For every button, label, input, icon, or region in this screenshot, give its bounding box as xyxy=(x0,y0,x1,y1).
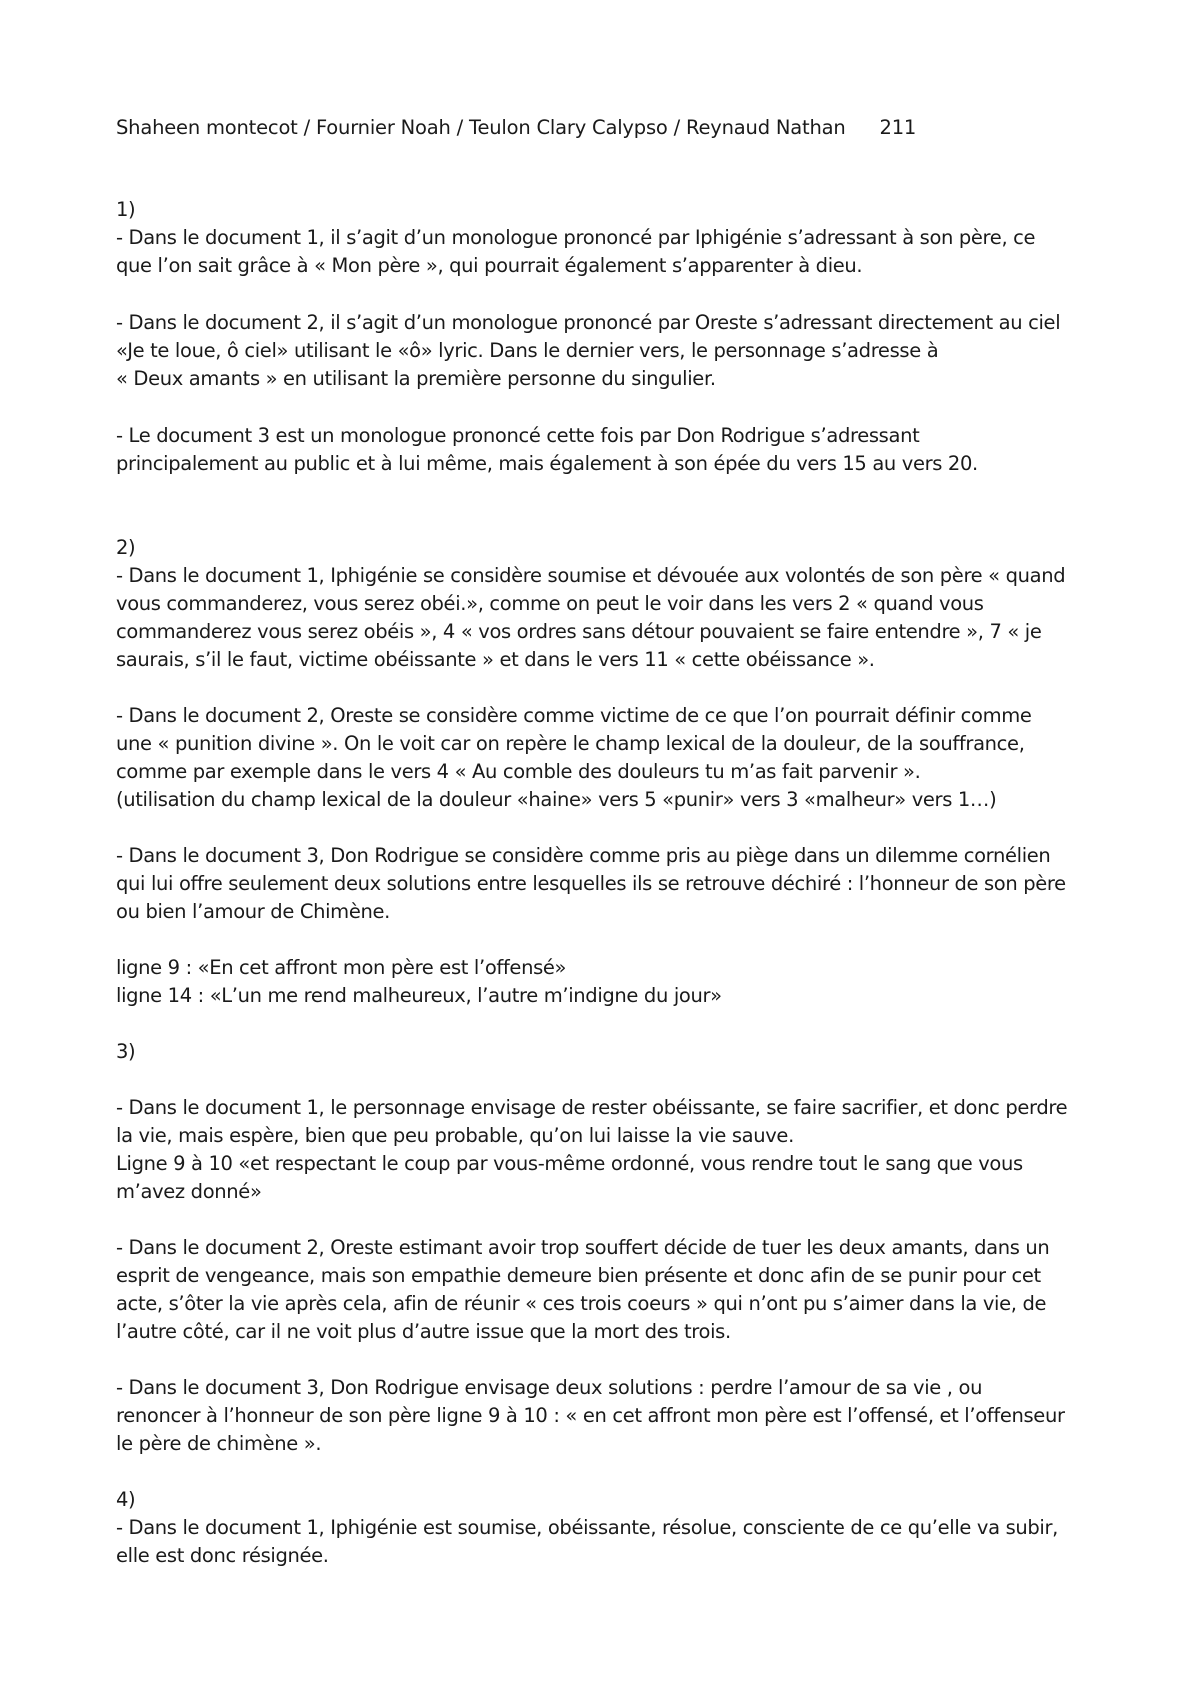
text-line: «Je te loue, ô ciel» utilisant le «ô» lyric. Dans le dernier vers, le personnage s’adresse à xyxy=(116,339,939,362)
text-line: - Dans le document 1, il s’agit d’un monologue prononcé par Iphigénie s’adressant à son père, ce xyxy=(116,226,1036,249)
text-line: acte, s’ôter la vie après cela, afin de réunir « ces trois coeurs » qui n’ont pu s’aimer dans la vie, de xyxy=(116,1292,1047,1315)
class-code: 211 xyxy=(879,116,917,139)
text-line: que l’on sait grâce à « Mon père », qui pourrait également s’apparenter à dieu. xyxy=(116,254,863,277)
text-line: l’autre côté, car il ne voit plus d’autre issue que la mort des trois. xyxy=(116,1320,731,1343)
text-line: renoncer à l’honneur de son père ligne 9 à 10 : « en cet affront mon père est l’offensé, et l’offenseur xyxy=(116,1404,1065,1427)
section-1-heading: 1) xyxy=(116,198,136,221)
section-3-heading: 3) xyxy=(116,1040,136,1063)
authors-text: Shaheen montecot / Fournier Noah / Teulon Clary Calypso / Reynaud Nathan xyxy=(116,116,846,139)
text-line: ou bien l’amour de Chimène. xyxy=(116,900,390,923)
section-4-heading: 4) xyxy=(116,1488,136,1511)
text-line: m’avez donné» xyxy=(116,1180,262,1203)
text-line: - Dans le document 3, Don Rodrigue se considère comme pris au piège dans un dilemme cornélien xyxy=(116,844,1051,867)
text-line: ligne 9 : «En cet affront mon père est l’offensé» xyxy=(116,956,567,979)
section-2-heading: 2) xyxy=(116,536,136,559)
text-line: une « punition divine ». On le voit car on repère le champ lexical de la douleur, de la souffrance, xyxy=(116,732,1025,755)
text-line: qui lui offre seulement deux solutions entre lesquelles ils se retrouve déchiré : l’honneur de son père xyxy=(116,872,1066,895)
text-line: saurais, s’il le faut, victime obéissante » et dans le vers 11 « cette obéissance ». xyxy=(116,648,875,671)
text-line: vous commanderez, vous serez obéi.», comme on peut le voir dans les vers 2 « quand vous xyxy=(116,592,984,615)
text-line: - Dans le document 1, Iphigénie se considère soumise et dévouée aux volontés de son père « quand xyxy=(116,564,1066,587)
text-line: - Dans le document 2, il s’agit d’un monologue prononcé par Oreste s’adressant directement au ciel xyxy=(116,311,1061,334)
text-line: - Dans le document 2, Oreste estimant avoir trop souffert décide de tuer les deux amants, dans un xyxy=(116,1236,1050,1259)
text-line: commanderez vous serez obéis », 4 « vos ordres sans détour pouvaient se faire entendre », 7 « je xyxy=(116,620,1042,643)
text-line: esprit de vengeance, mais son empathie demeure bien présente et donc afin de se punir pour cet xyxy=(116,1264,1041,1287)
text-line: - Dans le document 3, Don Rodrigue envisage deux solutions : perdre l’amour de sa vie , ou xyxy=(116,1376,983,1399)
text-line: comme par exemple dans le vers 4 « Au comble des douleurs tu m’as fait parvenir ». xyxy=(116,760,921,783)
text-line: le père de chimène ». xyxy=(116,1432,322,1455)
text-line: la vie, mais espère, bien que peu probable, qu’on lui laisse la vie sauve. xyxy=(116,1124,794,1147)
text-line: principalement au public et à lui même, mais également à son épée du vers 15 au vers 20. xyxy=(116,452,978,475)
text-line: Ligne 9 à 10 «et respectant le coup par vous-même ordonné, vous rendre tout le sang que vous xyxy=(116,1152,1023,1175)
text-line: elle est donc résignée. xyxy=(116,1544,329,1567)
text-line: « Deux amants » en utilisant la première personne du singulier. xyxy=(116,367,716,390)
text-line: - Dans le document 1, Iphigénie est soumise, obéissante, résolue, consciente de ce qu’elle va subir, xyxy=(116,1516,1059,1539)
page-header xyxy=(116,116,916,139)
text-line: ligne 14 : «L’un me rend malheureux, l’autre m’indigne du jour» xyxy=(116,984,722,1007)
text-line: - Dans le document 2, Oreste se considère comme victime de ce que l’on pourrait définir comme xyxy=(116,704,1032,727)
text-line: - Dans le document 1, le personnage envisage de rester obéissante, se faire sacrifier, et donc perdre xyxy=(116,1096,1068,1119)
text-line: (utilisation du champ lexical de la douleur «haine» vers 5 «punir» vers 3 «malheur» vers 1…) xyxy=(116,788,997,811)
text-line: - Le document 3 est un monologue prononcé cette fois par Don Rodrigue s’adressant xyxy=(116,424,920,447)
